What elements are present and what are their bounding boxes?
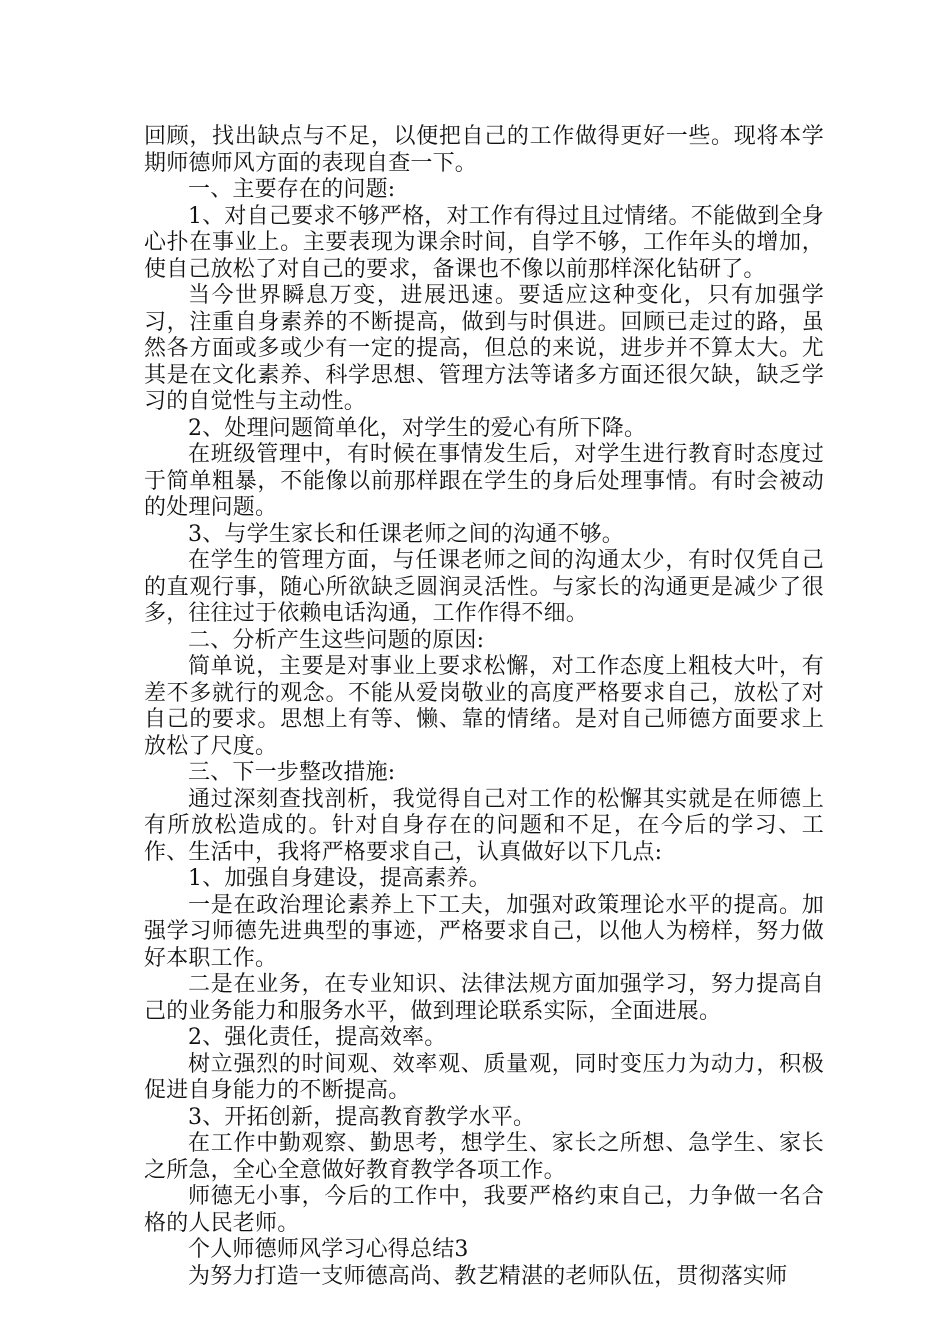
paragraph: 树立强烈的时间观、效率观、质量观，同时变压力为动力，积极促进自身能力的不断提高。 [144,1051,824,1103]
paragraph: 1、对自己要求不够严格，对工作有得过且过情绪。不能做到全身心扑在事业上。主要表现为课余时间，自学不够，工作年头的增加，使自己放松了对自己的要求，备课也不像以前那样深化钻研了。 [144,203,824,282]
paragraph: 2、处理问题简单化，对学生的爱心有所下降。 [188,415,647,441]
paragraph: 一、主要存在的问题: [188,177,396,202]
document-body [144,124,824,1290]
paragraph: 回顾，找出缺点与不足，以便把自己的工作做得更好一些。现将本学期师德师风方面的表现自查一下。 [144,124,824,176]
paragraph: 为努力打造一支师德高尚、教艺精湛的老师队伍，贯彻落实师 [188,1263,788,1289]
paragraph: 3、开拓创新，提高教育教学水平。 [188,1104,536,1130]
paragraph: 简单说，主要是对事业上要求松懈，对工作态度上粗枝大叶，有差不多就行的观念。不能从爱岗敬业的高度严格要求自己，放松了对自己的要求。思想上有等、懒、靠的情绪。是对自己师德方面要求上放松了尺度。 [144,654,824,759]
paragraph: 个人师德师风学习心得总结3 [188,1237,469,1262]
paragraph: 在班级管理中，有时候在事情发生后，对学生进行教育时态度过于简单粗暴，不能像以前那样跟在学生的身后处理事情。有时会被动的处理问题。 [144,442,824,520]
paragraph: 师德无小事，今后的工作中，我要严格约束自己，力争做一名合格的人民老师。 [144,1184,824,1236]
paragraph: 当今世界瞬息万变，进展迅速。要适应这种变化，只有加强学习，注重自身素养的不断提高，做到与时俱进。回顾已走过的路，虽然各方面或多或少有一定的提高，但总的来说，进步并不算太大。尤其是在文化素养、科学思想、管理方法等诸多方面还很欠缺，缺乏学习的自觉性与主动性。 [144,283,824,414]
paragraph: 三、下一步整改措施: [188,760,396,785]
paragraph: 通过深刻查找剖析，我觉得自己对工作的松懈其实就是在师德上有所放松造成的。针对自身存在的问题和不足，在今后的学习、工作、生活中，我将严格要求自己，认真做好以下几点: [144,786,824,865]
paragraph: 1、加强自身建设，提高素养。 [188,866,491,891]
paragraph: 二是在业务，在专业知识、法律法规方面加强学习，努力提高自己的业务能力和服务水平，做到理论联系实际，全面进展。 [144,972,824,1024]
paragraph: 二、分析产生这些问题的原因: [188,627,485,653]
paragraph: 在学生的管理方面，与任课老师之间的沟通太少，有时仅凭自己的直观行事，随心所欲缺乏圆润灵活性。与家长的沟通更是减少了很多，往往过于依赖电话沟通，工作作得不细。 [144,548,824,626]
paragraph: 2、强化责任，提高效率。 [188,1025,447,1050]
paragraph: 在工作中勤观察、勤思考，想学生、家长之所想、急学生、家长之所急，全心全意做好教育教学各项工作。 [144,1131,824,1183]
paragraph: 3、与学生家长和任课老师之间的沟通不够。 [188,521,624,547]
paragraph: 一是在政治理论素养上下工夫，加强对政策理论水平的提高。加强学习师德先进典型的事迹，严格要求自己，以他人为榜样，努力做好本职工作。 [144,892,824,971]
